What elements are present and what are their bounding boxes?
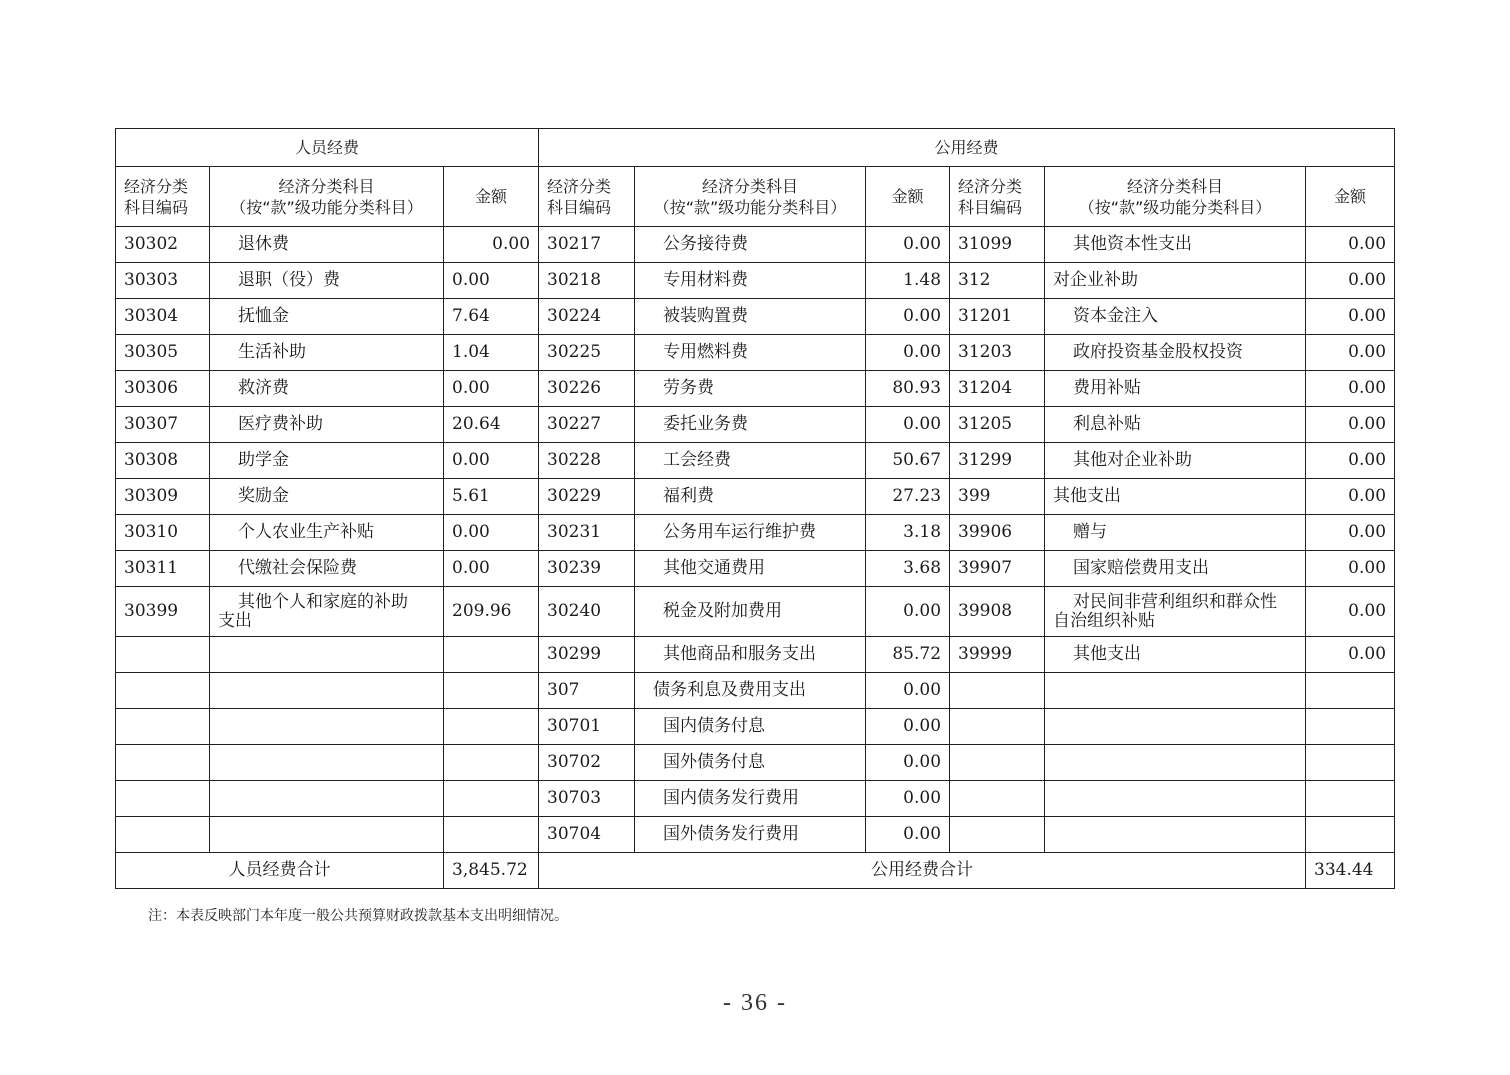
other-amount: 0.00 xyxy=(1306,263,1395,299)
other-code: 31299 xyxy=(950,443,1045,479)
other-subject xyxy=(1045,709,1306,745)
personnel-code xyxy=(116,745,210,781)
public-code: 30229 xyxy=(539,479,635,515)
other-subject xyxy=(1045,745,1306,781)
personnel-subject: 奖励金 xyxy=(210,479,444,515)
subject-line1: 经济分类科目 xyxy=(1127,176,1224,196)
public-amount: 0.00 xyxy=(866,673,950,709)
personnel-subject xyxy=(210,709,444,745)
personnel-total-label: 人员经费合计 xyxy=(116,853,444,889)
other-code xyxy=(950,781,1045,817)
public-subject: 工会经费 xyxy=(635,443,866,479)
subject-line2: （按“款”级功能分类科目） xyxy=(230,197,423,217)
other-amount: 0.00 xyxy=(1306,637,1395,673)
other-code xyxy=(950,709,1045,745)
other-code: 39906 xyxy=(950,515,1045,551)
col-header-subject xyxy=(210,167,444,227)
col-header-subject xyxy=(635,167,866,227)
public-amount: 0.00 xyxy=(866,781,950,817)
personnel-code: 30311 xyxy=(116,551,210,587)
table-row xyxy=(116,709,1395,745)
other-code: 31099 xyxy=(950,227,1045,263)
personnel-subject: 个人农业生产补贴 xyxy=(210,515,444,551)
personnel-amount xyxy=(444,817,539,853)
public-code: 30224 xyxy=(539,299,635,335)
personnel-code: 30307 xyxy=(116,407,210,443)
public-subject: 公务用车运行维护费 xyxy=(635,515,866,551)
other-amount xyxy=(1306,745,1395,781)
personnel-amount: 7.64 xyxy=(444,299,539,335)
public-subject: 其他交通费用 xyxy=(635,551,866,587)
public-code: 30218 xyxy=(539,263,635,299)
personnel-code xyxy=(116,781,210,817)
public-code: 30226 xyxy=(539,371,635,407)
other-subject: 国家赔偿费用支出 xyxy=(1045,551,1306,587)
public-code: 30703 xyxy=(539,781,635,817)
public-amount: 0.00 xyxy=(866,709,950,745)
col-header-subject xyxy=(1045,167,1306,227)
public-code: 30231 xyxy=(539,515,635,551)
other-subject xyxy=(1045,781,1306,817)
other-amount: 0.00 xyxy=(1306,443,1395,479)
public-code: 30299 xyxy=(539,637,635,673)
table-row xyxy=(116,335,1395,371)
personnel-code: 30399 xyxy=(116,587,210,637)
other-code: 31201 xyxy=(950,299,1045,335)
public-amount: 0.00 xyxy=(866,817,950,853)
personnel-code xyxy=(116,637,210,673)
other-subject: 费用补贴 xyxy=(1045,371,1306,407)
table-row xyxy=(116,443,1395,479)
public-code: 30240 xyxy=(539,587,635,637)
public-subject: 国内债务付息 xyxy=(635,709,866,745)
public-amount: 0.00 xyxy=(866,227,950,263)
table-row xyxy=(116,371,1395,407)
personnel-subject xyxy=(210,745,444,781)
personnel-subject: 抚恤金 xyxy=(210,299,444,335)
table-row xyxy=(116,263,1395,299)
subject-line2: （按“款”级功能分类科目） xyxy=(653,197,847,217)
other-code: 31203 xyxy=(950,335,1045,371)
personnel-subject: 救济费 xyxy=(210,371,444,407)
col-header-amount: 金额 xyxy=(866,167,950,227)
other-amount: 0.00 xyxy=(1306,335,1395,371)
table-row xyxy=(116,227,1395,263)
other-code: 399 xyxy=(950,479,1045,515)
subject-line1: 经济分类科目 xyxy=(278,176,375,196)
public-code: 30228 xyxy=(539,443,635,479)
other-subject: 资本金注入 xyxy=(1045,299,1306,335)
other-amount: 0.00 xyxy=(1306,587,1395,637)
col-header-amount: 金额 xyxy=(1306,167,1395,227)
other-subject: 利息补贴 xyxy=(1045,407,1306,443)
personnel-code: 30303 xyxy=(116,263,210,299)
public-subject: 公务接待费 xyxy=(635,227,866,263)
other-amount: 0.00 xyxy=(1306,299,1395,335)
public-subject: 专用燃料费 xyxy=(635,335,866,371)
personnel-group-header: 人员经费 xyxy=(116,129,539,167)
public-subject: 国内债务发行费用 xyxy=(635,781,866,817)
other-subject xyxy=(1045,817,1306,853)
public-amount: 0.00 xyxy=(866,745,950,781)
personnel-code: 30304 xyxy=(116,299,210,335)
public-amount: 0.00 xyxy=(866,299,950,335)
other-code xyxy=(950,817,1045,853)
table-row xyxy=(116,551,1395,587)
other-subject: 对企业补助 xyxy=(1045,263,1306,299)
public-subject: 被装购置费 xyxy=(635,299,866,335)
personnel-amount: 20.64 xyxy=(444,407,539,443)
col-header-code: 经济分类科目编码 xyxy=(116,167,210,227)
public-subject: 税金及附加费用 xyxy=(635,587,866,637)
personnel-code: 30309 xyxy=(116,479,210,515)
other-amount xyxy=(1306,709,1395,745)
other-subject: 其他支出 xyxy=(1045,637,1306,673)
public-code: 307 xyxy=(539,673,635,709)
personnel-subject xyxy=(210,673,444,709)
other-amount xyxy=(1306,817,1395,853)
table-row xyxy=(116,817,1395,853)
personnel-code xyxy=(116,817,210,853)
personnel-subject xyxy=(210,637,444,673)
personnel-amount xyxy=(444,709,539,745)
public-amount: 3.68 xyxy=(866,551,950,587)
personnel-code: 30302 xyxy=(116,227,210,263)
other-amount xyxy=(1306,781,1395,817)
header-row-groups xyxy=(116,129,1395,167)
personnel-subject xyxy=(210,817,444,853)
other-code: 39907 xyxy=(950,551,1045,587)
personnel-amount xyxy=(444,745,539,781)
public-amount: 80.93 xyxy=(866,371,950,407)
other-code: 39999 xyxy=(950,637,1045,673)
public-code: 30239 xyxy=(539,551,635,587)
other-amount: 0.00 xyxy=(1306,551,1395,587)
other-amount: 0.00 xyxy=(1306,407,1395,443)
personnel-amount xyxy=(444,673,539,709)
public-amount: 50.67 xyxy=(866,443,950,479)
personnel-code xyxy=(116,673,210,709)
personnel-amount: 0.00 xyxy=(444,371,539,407)
table-row xyxy=(116,673,1395,709)
public-subject: 专用材料费 xyxy=(635,263,866,299)
personnel-subject: 代缴社会保险费 xyxy=(210,551,444,587)
personnel-code xyxy=(116,709,210,745)
other-amount: 0.00 xyxy=(1306,479,1395,515)
public-code: 30217 xyxy=(539,227,635,263)
subject-line2: 支出 xyxy=(218,610,252,631)
public-subject: 委托业务费 xyxy=(635,407,866,443)
other-subject: 其他支出 xyxy=(1045,479,1306,515)
personnel-amount: 0.00 xyxy=(444,263,539,299)
personnel-amount: 0.00 xyxy=(444,515,539,551)
personnel-amount: 1.04 xyxy=(444,335,539,371)
personnel-subject xyxy=(210,781,444,817)
personnel-code: 30305 xyxy=(116,335,210,371)
other-subject xyxy=(1045,587,1306,637)
budget-detail-table xyxy=(115,128,1395,889)
page-number: - 36 - xyxy=(723,990,787,1016)
personnel-subject: 退休费 xyxy=(210,227,444,263)
public-amount: 3.18 xyxy=(866,515,950,551)
personnel-subject: 退职（役）费 xyxy=(210,263,444,299)
other-amount: 0.00 xyxy=(1306,371,1395,407)
col-header-code: 经济分类科目编码 xyxy=(950,167,1045,227)
public-subject: 福利费 xyxy=(635,479,866,515)
other-code: 31204 xyxy=(950,371,1045,407)
public-amount: 0.00 xyxy=(866,407,950,443)
table-row xyxy=(116,637,1395,673)
other-subject: 政府投资基金股权投资 xyxy=(1045,335,1306,371)
personnel-code: 30308 xyxy=(116,443,210,479)
other-subject: 其他资本性支出 xyxy=(1045,227,1306,263)
public-total-amount: 334.44 xyxy=(1306,853,1395,889)
col-header-amount: 金额 xyxy=(444,167,539,227)
other-amount xyxy=(1306,673,1395,709)
personnel-subject: 医疗费补助 xyxy=(210,407,444,443)
public-code: 30704 xyxy=(539,817,635,853)
public-subject: 其他商品和服务支出 xyxy=(635,637,866,673)
personnel-amount xyxy=(444,637,539,673)
personnel-amount: 0.00 xyxy=(444,443,539,479)
personnel-subject: 生活补助 xyxy=(210,335,444,371)
other-subject xyxy=(1045,673,1306,709)
table-row xyxy=(116,781,1395,817)
public-subject: 国外债务发行费用 xyxy=(635,817,866,853)
public-code: 30701 xyxy=(539,709,635,745)
subject-line1: 经济分类科目 xyxy=(702,176,799,196)
personnel-subject xyxy=(210,587,444,637)
public-amount: 1.48 xyxy=(866,263,950,299)
totals-row xyxy=(116,853,1395,889)
personnel-amount: 0.00 xyxy=(444,227,539,263)
other-code: 312 xyxy=(950,263,1045,299)
other-code: 31205 xyxy=(950,407,1045,443)
table-row xyxy=(116,479,1395,515)
public-amount: 0.00 xyxy=(866,587,950,637)
table-row xyxy=(116,299,1395,335)
personnel-code: 30306 xyxy=(116,371,210,407)
personnel-amount: 209.96 xyxy=(444,587,539,637)
personnel-total-amount: 3,845.72 xyxy=(444,853,539,889)
other-amount: 0.00 xyxy=(1306,227,1395,263)
other-code xyxy=(950,745,1045,781)
other-amount: 0.00 xyxy=(1306,515,1395,551)
public-amount: 27.23 xyxy=(866,479,950,515)
public-code: 30227 xyxy=(539,407,635,443)
table-footnote: 注：本表反映部门本年度一般公共预算财政拨款基本支出明细情况。 xyxy=(148,908,568,924)
public-total-label: 公用经费合计 xyxy=(539,853,1306,889)
subject-line1: 其他个人和家庭的补助 xyxy=(238,591,408,612)
table-row xyxy=(116,587,1395,637)
public-code: 30225 xyxy=(539,335,635,371)
table-row xyxy=(116,515,1395,551)
personnel-subject: 助学金 xyxy=(210,443,444,479)
header-row-columns xyxy=(116,167,1395,227)
public-subject: 劳务费 xyxy=(635,371,866,407)
personnel-amount xyxy=(444,781,539,817)
other-code: 39908 xyxy=(950,587,1045,637)
other-subject: 其他对企业补助 xyxy=(1045,443,1306,479)
public-subject: 国外债务付息 xyxy=(635,745,866,781)
public-subject: 债务利息及费用支出 xyxy=(635,673,866,709)
public-amount: 0.00 xyxy=(866,335,950,371)
subject-line2: （按“款”级功能分类科目） xyxy=(1078,197,1272,217)
col-header-code: 经济分类科目编码 xyxy=(539,167,635,227)
subject-line2: 自治组织补贴 xyxy=(1053,610,1156,631)
personnel-amount: 0.00 xyxy=(444,551,539,587)
public-amount: 85.72 xyxy=(866,637,950,673)
other-subject: 赠与 xyxy=(1045,515,1306,551)
table-row xyxy=(116,407,1395,443)
subject-line1: 对民间非营利组织和群众性 xyxy=(1073,591,1278,612)
personnel-code: 30310 xyxy=(116,515,210,551)
public-group-header: 公用经费 xyxy=(539,129,1395,167)
personnel-amount: 5.61 xyxy=(444,479,539,515)
table-row xyxy=(116,745,1395,781)
public-code: 30702 xyxy=(539,745,635,781)
other-code xyxy=(950,673,1045,709)
